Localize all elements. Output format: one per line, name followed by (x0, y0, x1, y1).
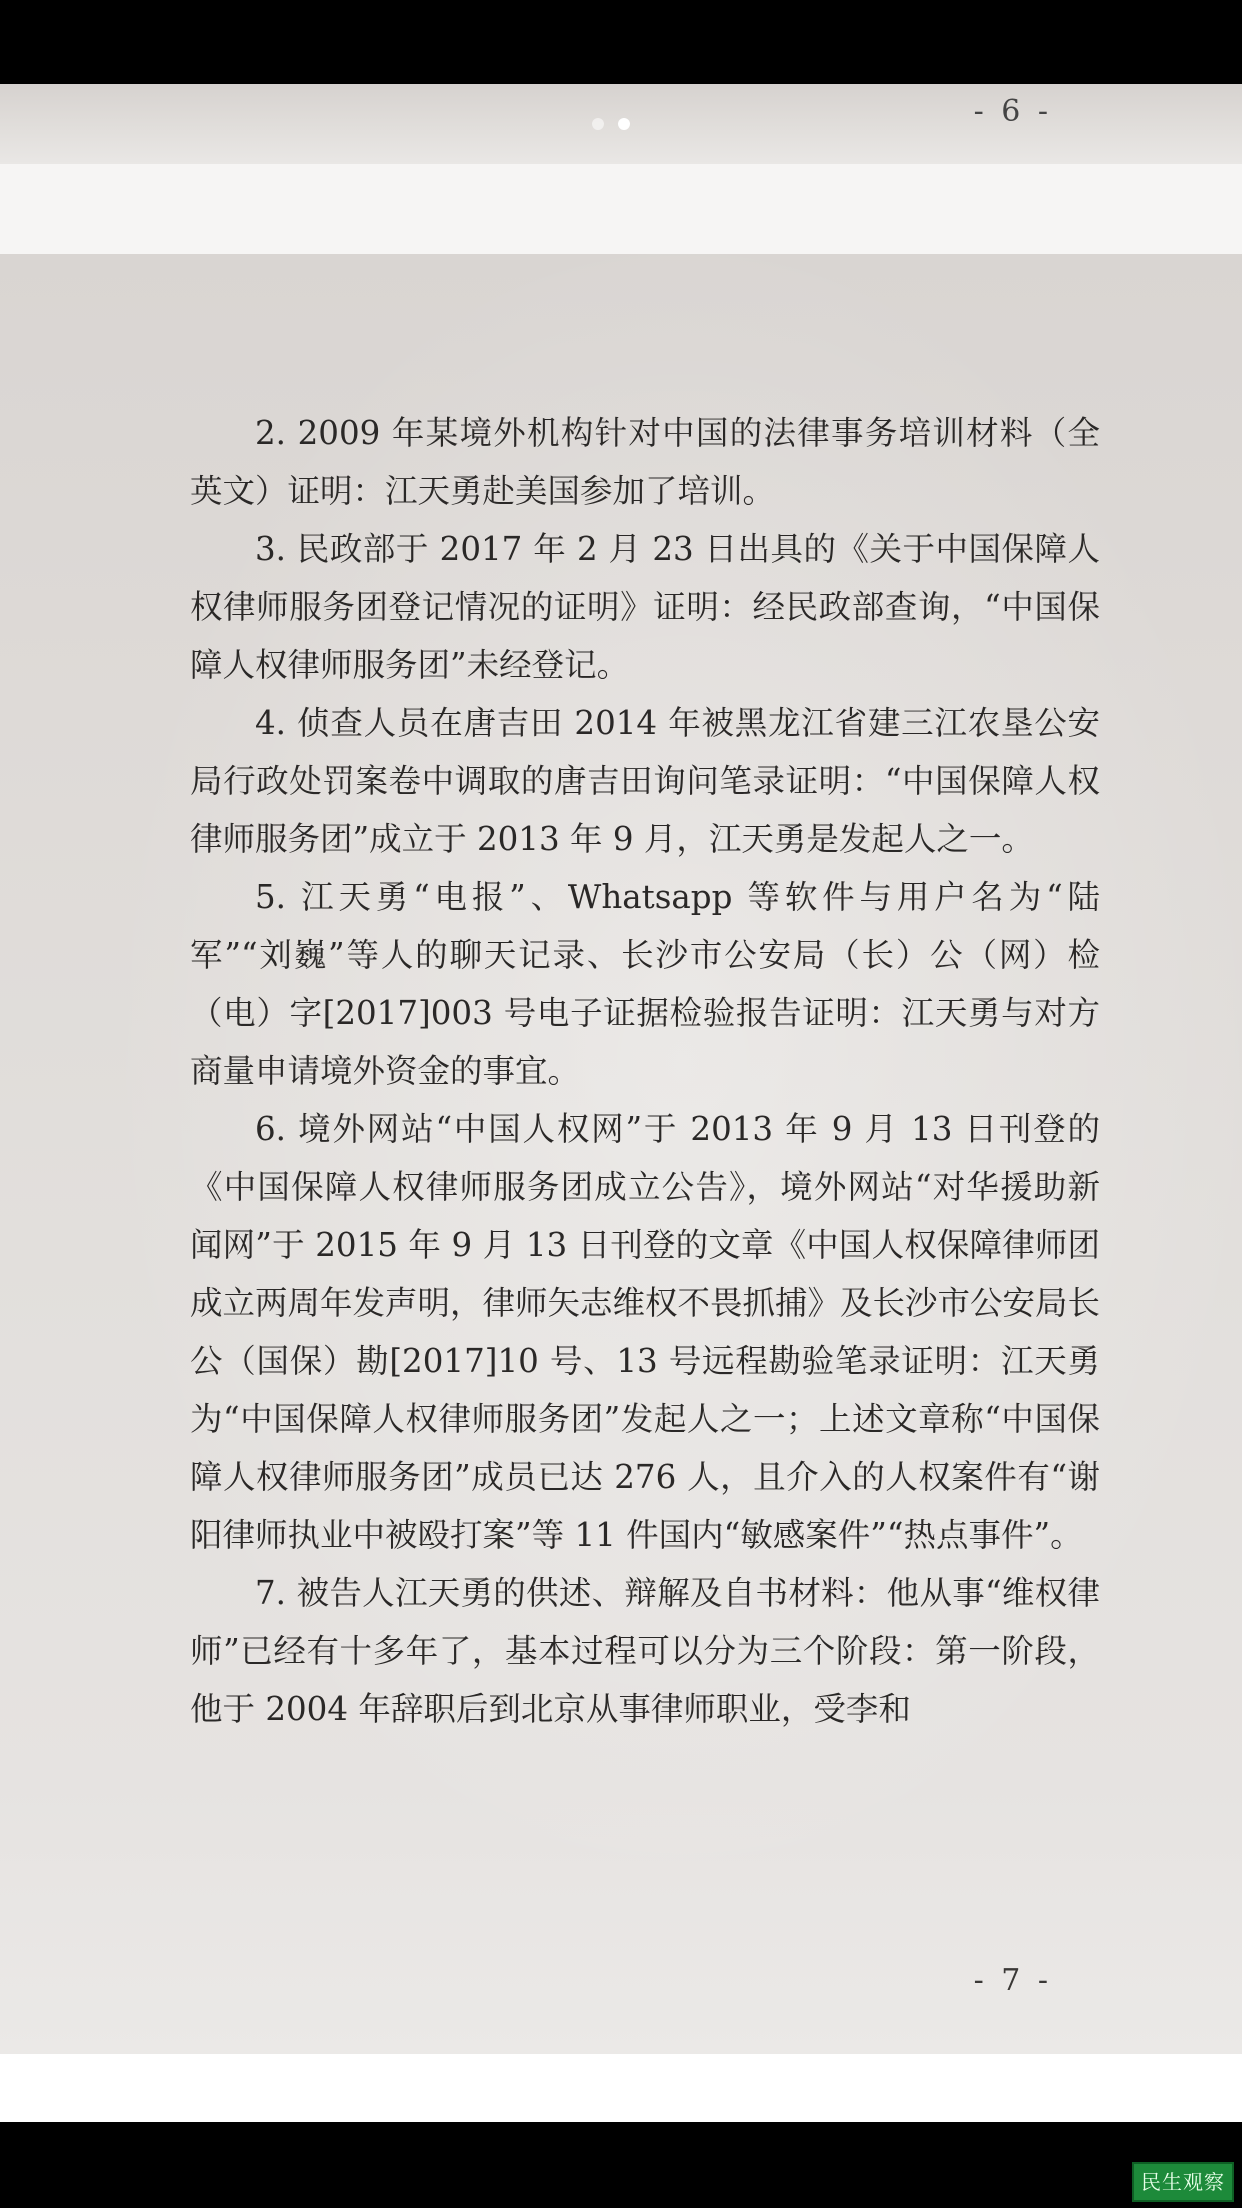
carousel-dot[interactable] (592, 118, 604, 130)
top-black-bar (0, 0, 1242, 84)
page-gap-bottom (0, 2054, 1242, 2122)
page-number: - 7 - (973, 1963, 1052, 1998)
paragraph-5: 5. 江天勇“电报”、Whatsapp 等软件与用户名为“陆军”“刘巍”等人的聊天记录、长沙市公安局（长）公（网）检（电）字[2017]003 号电子证据检验报告证明：江天勇与对方商量申请境外资金的事宜。 (190, 878, 1100, 1090)
document-page (0, 254, 1242, 2054)
watermark-badge: 民生观察 (1132, 2162, 1234, 2202)
paragraph-7: 7. 被告人江天勇的供述、辩解及自书材料：他从事“维权律师”已经有十多年了，基本过程可以分为三个阶段：第一阶段，他于 2004 年辞职后到北京从事律师职业，受李和 (190, 1574, 1100, 1728)
paragraph-3: 3. 民政部于 2017 年 2 月 23 日出具的《关于中国保障人权律师服务团登记情况的证明》证明：经民政部查询，“中国保障人权律师服务团”未经登记。 (190, 530, 1100, 684)
paragraph-6: 6. 境外网站“中国人权网”于 2013 年 9 月 13 日刊登的《中国保障人权律师服务团成立公告》，境外网站“对华援助新闻网”于 2015 年 9 月 13 日刊登的文章《中国人权保障律师团成立两周年发声明，律师矢志维权不畏抓捕》及长沙市公安局长公（国保）勘[2017]10 号、13 号远程勘验笔录证明：江天勇为“中国保障人权律师服务团”发起人之一；上述文章称“中国保障人权律师服务团”成员已达 276 人，且介入的人权案件有“谢阳律师执业中被殴打案”等 11 件国内“敏感案件”“热点事件”。 (190, 1110, 1101, 1554)
carousel-indicator (592, 117, 630, 131)
paragraph-2: 2. 2009 年某境外机构针对中国的法律事务培训材料（全英文）证明：江天勇赴美国参加了培训。 (190, 414, 1100, 510)
paragraph-4: 4. 侦查人员在唐吉田 2014 年被黑龙江省建三江农垦公安局行政处罚案卷中调取的唐吉田询问笔录证明：“中国保障人权律师服务团”成立于 2013 年 9 月，江天勇是发起人之一。 (190, 704, 1100, 858)
page-gap (0, 164, 1242, 254)
carousel-dot-active[interactable] (618, 118, 630, 130)
previous-page-number: - 6 - (973, 94, 1052, 129)
document-body (190, 404, 1100, 1738)
